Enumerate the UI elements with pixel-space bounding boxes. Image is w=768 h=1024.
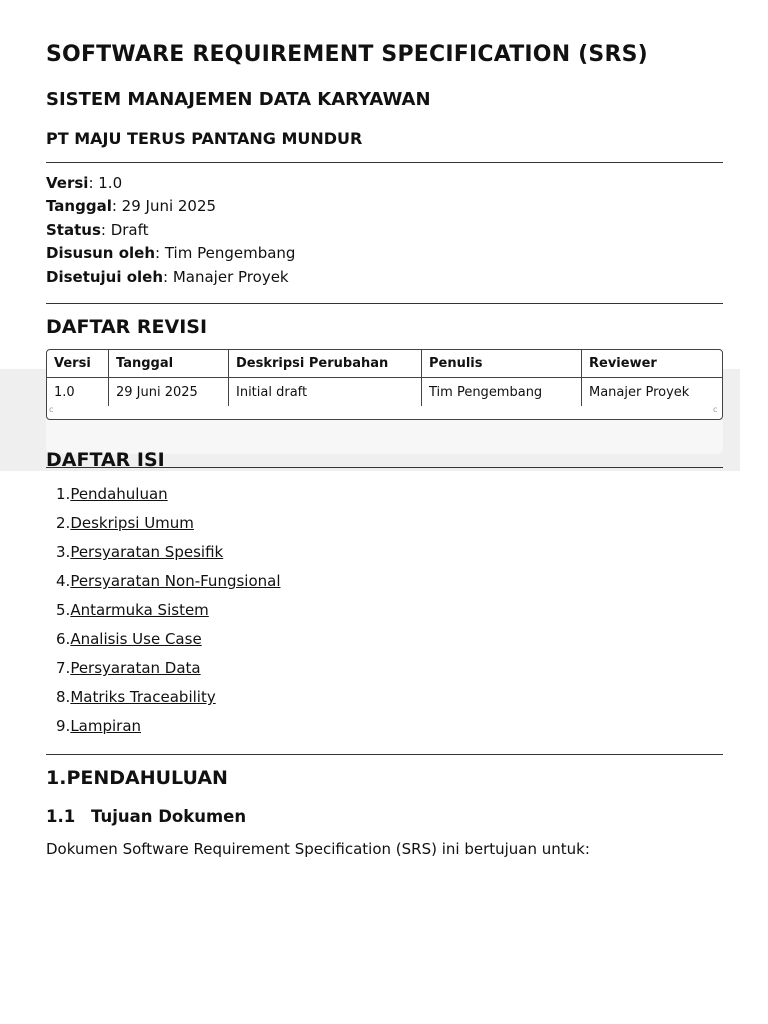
table-cell: Initial draft bbox=[229, 378, 422, 407]
toc-link-persyaratan-data[interactable]: Persyaratan Data bbox=[70, 659, 201, 677]
subsection-title: Tujuan Dokumen bbox=[91, 807, 247, 826]
divider bbox=[46, 162, 723, 163]
toc-number: 5. bbox=[56, 601, 71, 619]
meta-version bbox=[46, 172, 295, 195]
column-header-description: Deskripsi Perubahan bbox=[229, 350, 422, 378]
meta-value: : Tim Pengembang bbox=[155, 244, 296, 263]
meta-label: Disetujui oleh bbox=[46, 267, 164, 286]
subsection-heading bbox=[46, 807, 246, 826]
meta-status bbox=[46, 219, 295, 242]
meta-approver bbox=[46, 266, 295, 289]
toc-link-lampiran[interactable]: Lampiran bbox=[70, 717, 142, 735]
meta-value: : 1.0 bbox=[88, 174, 123, 192]
toc-number: 4. bbox=[56, 572, 71, 590]
column-header-version: Versi bbox=[47, 350, 109, 378]
column-header-date: Tanggal bbox=[109, 350, 229, 378]
divider bbox=[46, 303, 723, 304]
toc-item bbox=[56, 598, 281, 627]
toc-link-persyaratan-spesifik[interactable]: Persyaratan Spesifik bbox=[70, 543, 224, 561]
toc-item bbox=[56, 511, 281, 540]
column-header-reviewer: Reviewer bbox=[582, 350, 723, 378]
toc-link-pendahuluan[interactable]: Pendahuluan bbox=[70, 485, 168, 503]
divider bbox=[46, 467, 723, 468]
table-cell: 1.0 bbox=[47, 378, 109, 407]
toc-number: 3. bbox=[56, 543, 71, 561]
toc-number: 1. bbox=[56, 485, 71, 503]
toc-number: 8. bbox=[56, 688, 71, 706]
meta-label: Disusun oleh bbox=[46, 244, 156, 263]
toc-item bbox=[56, 685, 281, 714]
toc-item bbox=[56, 482, 281, 511]
toc-number: 2. bbox=[56, 514, 71, 532]
section-heading-pendahuluan: 1.PENDAHULUAN bbox=[46, 767, 228, 789]
toc-number: 6. bbox=[56, 630, 71, 648]
toc-number: 7. bbox=[56, 659, 71, 677]
toc-item bbox=[56, 656, 281, 685]
meta-value: : Draft bbox=[100, 220, 149, 239]
toc-link-analisis-use-case[interactable]: Analisis Use Case bbox=[70, 630, 202, 648]
table-cell: Manajer Proyek bbox=[589, 384, 690, 400]
meta-date bbox=[46, 195, 295, 218]
meta-label: Status bbox=[46, 220, 101, 239]
meta-value: : 29 Juni 2025 bbox=[111, 197, 217, 216]
divider bbox=[46, 754, 723, 755]
toc-item bbox=[56, 627, 281, 656]
column-header-author: Penulis bbox=[422, 350, 582, 378]
toc-link-matriks-traceability[interactable]: Matriks Traceability bbox=[70, 688, 216, 706]
meta-author bbox=[46, 242, 295, 265]
toc-link-antarmuka-sistem[interactable]: Antarmuka Sistem bbox=[70, 601, 209, 619]
table-row bbox=[47, 378, 722, 407]
revision-table bbox=[47, 350, 722, 406]
table-of-contents bbox=[56, 482, 281, 743]
meta-value: : Manajer Proyek bbox=[163, 267, 289, 286]
section-paragraph: Dokumen Software Requirement Specification (SRS) ini bertujuan untuk: bbox=[46, 840, 590, 858]
table-cell: Tim Pengembang bbox=[422, 378, 582, 407]
subsection-number: 1.1 bbox=[46, 807, 76, 826]
revision-heading: DAFTAR REVISI bbox=[46, 316, 208, 338]
table-header-row bbox=[47, 350, 722, 378]
scroll-left-indicator[interactable]: c bbox=[49, 405, 54, 414]
toc-heading: DAFTAR ISI bbox=[46, 449, 165, 471]
document-title: SOFTWARE REQUIREMENT SPECIFICATION (SRS) bbox=[46, 42, 648, 67]
document-subtitle: SISTEM MANAJEMEN DATA KARYAWAN bbox=[46, 89, 431, 110]
meta-label: Versi bbox=[46, 174, 89, 192]
toc-number: 9. bbox=[56, 717, 71, 735]
company-name: PT MAJU TERUS PANTANG MUNDUR bbox=[46, 129, 363, 148]
document-meta bbox=[46, 172, 295, 289]
scroll-right-indicator[interactable]: c bbox=[713, 405, 718, 414]
toc-item bbox=[56, 540, 281, 569]
revision-table-container[interactable] bbox=[46, 349, 723, 420]
toc-link-deskripsi-umum[interactable]: Deskripsi Umum bbox=[70, 514, 194, 532]
toc-link-persyaratan-non-fungsional[interactable]: Persyaratan Non-Fungsional bbox=[70, 572, 281, 590]
toc-item bbox=[56, 714, 281, 743]
meta-label: Tanggal bbox=[46, 197, 112, 216]
table-cell: 29 Juni 2025 bbox=[109, 378, 229, 407]
toc-item bbox=[56, 569, 281, 598]
